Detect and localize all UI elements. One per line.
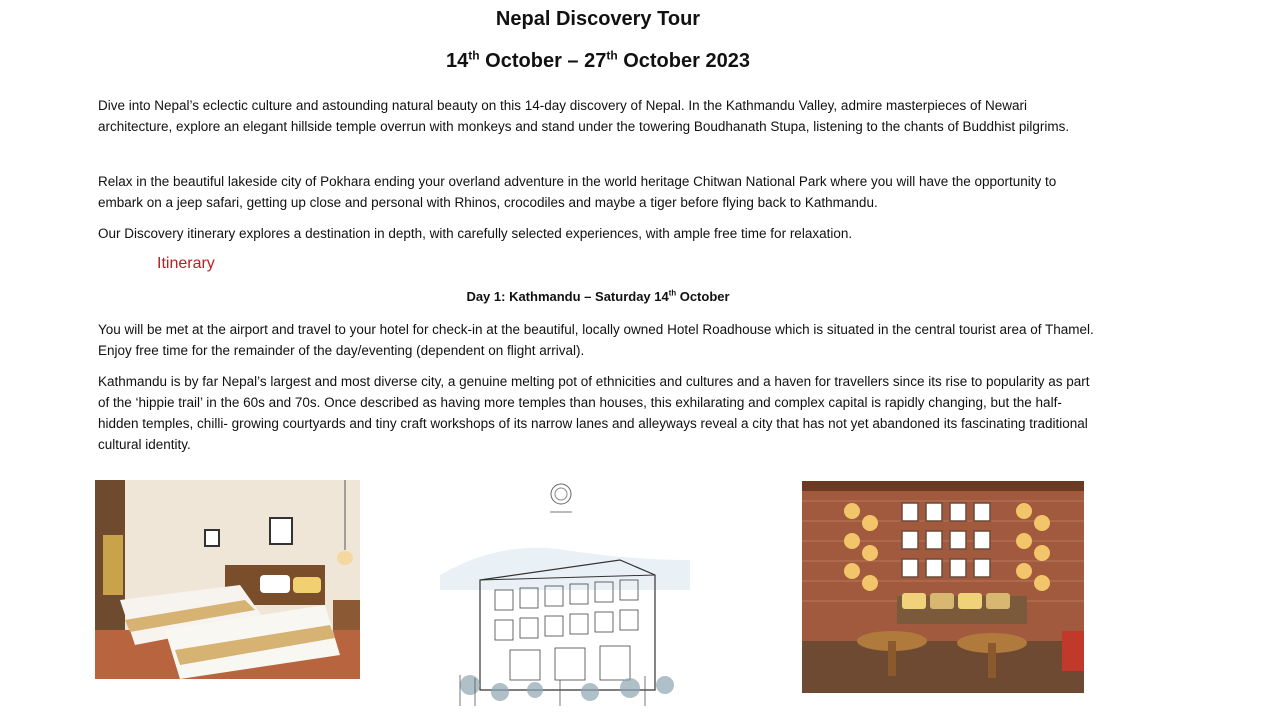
tour-title: Nepal Discovery Tour: [495, 8, 701, 30]
day1-heading-main: Day 1: Kathmandu – Saturday 14: [466, 289, 669, 304]
intro-paragraph-2: Relax in the beautiful lakeside city of Pokhara ending your overland adventure in the world heritage Chitwan National Park where you will have the opportunity to embark on a jeep safari, getting up close and personal with Rhinos, crocodiles and maybe a tiger before flying back to Kathmandu.: [98, 174, 1057, 210]
day1-paragraph-2: Kathmandu is by far Nepal’s largest and most diverse city, a genuine melting pot of ethnicities and cultures and a haven for travellers since its rise to popularity as part of the ‘hippie trail’ in the 60s and 70s. Once described as having more temples than houses, this exhilarating and complex capital is rapidly changing, but the half-hidden temples, chilli- growing courtyards and tiny craft workshops of its narrow lanes and alleyways reveal a city that has not yet abandoned its fascinating traditional cultural identity.: [98, 374, 1090, 452]
intro-paragraph-1: Dive into Nepal’s eclectic culture and astounding natural beauty on this 14-day discovery of Nepal. In the Kathmandu Valley, admire masterpieces of Newari architecture, explore an elegant hillside temple overrun with monkeys and stand under the towering Boudhanath Stupa, listening to the chants of Buddhist pilgrims.: [98, 98, 1070, 134]
start-day: 14: [446, 50, 469, 72]
hotel-lobby-photo: [802, 481, 1084, 693]
date-end: October 2023: [617, 50, 750, 72]
day1-heading: [0, 289, 1196, 304]
day1-heading-suffix: th: [668, 288, 677, 298]
tour-dates: [0, 50, 1196, 73]
date-middle: October – 27: [479, 50, 607, 72]
itinerary-heading: Itinerary: [157, 255, 215, 272]
start-day-suffix: th: [468, 48, 480, 63]
hotel-room-photo: [95, 480, 360, 679]
hotel-sketch-illustration: [440, 480, 690, 706]
end-day-suffix: th: [606, 48, 618, 63]
day1-paragraph-1: You will be met at the airport and travel to your hotel for check-in at the beautiful, locally owned Hotel Roadhouse which is situated in the central tourist area of Thamel. Enjoy free time for the remainder of the day/eventing (dependent on flight arrival).: [98, 322, 1094, 358]
day1-heading-end: October: [676, 289, 730, 304]
intro-paragraph-3: Our Discovery itinerary explores a destination in depth, with carefully selected experiences, with ample free time for relaxation.: [98, 226, 853, 241]
